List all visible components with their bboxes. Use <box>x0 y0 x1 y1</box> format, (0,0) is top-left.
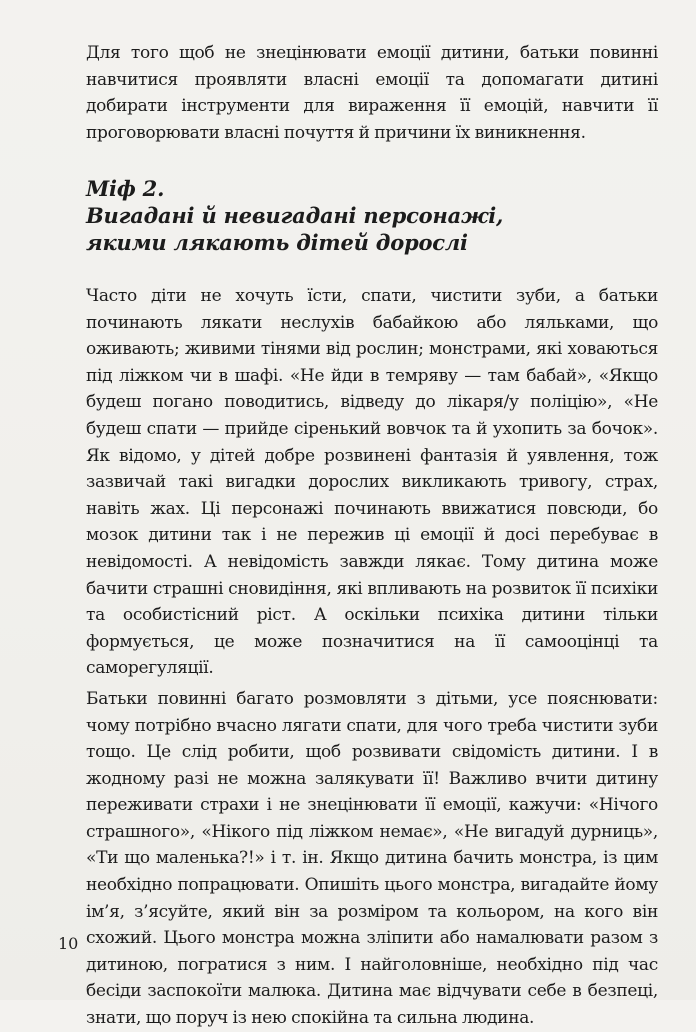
section-heading <box>86 175 658 256</box>
section-title-line1: Вигадані й невигадані персонажі, <box>86 203 504 228</box>
intro-block <box>86 40 658 146</box>
page-number: 10 <box>58 934 79 953</box>
section-title-line2: якими лякають дітей дорослі <box>86 230 468 255</box>
body-paragraph: Часто діти не хочуть їсти, спати, чистити зуби, а батьки починають лякати неслухів бабайкою або ляльками, що оживають; живими тінями від рослин; монстрами, які ховаються під ліжком чи в шафі. «Не йди в темряву — там бабай», «Якщо будеш погано поводитись, відведу до лікаря/у поліцію», «Не будеш спати — прийде сіренький вовчок та й ухопить за бочок». Як відомо, у дітей добре розвинені фантазія й уявлення, тож зазвичай такі вигадки дорослих викликають тривогу, страх, навіть жах. Ці персонажі починають ввижатися повсюди, бо мозок дитини так і не пережив ці емоції й досі перебуває в невідомості. А невідомість завжди лякає. Тому дитина може бачити страшні сновидіння, які впливають на розвиток її психіки та особистісний ріст. А оскільки психіка дитини тільки формується, це може позначитися на її самооцінці та саморегуляції. <box>86 286 658 679</box>
section-label: Міф 2. <box>86 176 165 201</box>
section-body <box>86 283 658 1032</box>
intro-paragraph: Для того щоб не знецінювати емоції дитини, батьки повинні навчитися проявляти власні емоції та допомагати дитині добирати інструменти для вираження її емоцій, навчити її проговорювати власні почуття й причини їх виникнення. <box>86 43 658 143</box>
body-paragraph: Батьки повинні багато розмовляти з дітьми, усе пояснювати: чому потрібно вчасно лягати спати, для чого треба чистити зуби тощо. Це слід робити, щоб розвивати свідомість дитини. І в жодному разі не можна залякувати її! Важливо вчити дитину переживати страхи і не знецінювати її емоції, кажучи: «Нічого страшного», «Нікого під ліжком немає», «Не вигадуй дурниць», «Ти що маленька?!» і т. ін. Якщо дитина бачить монстра, із цим необхідно попрацювати. Опишіть цього монстра, вигадайте йому ім’я, з’ясуйте, який він за розміром та кольором, на кого він схожий. Цього монстра можна зліпити або намалювати разом з дитиною, погратися з ним. І найголовніше, необхідно під час бесіди заспокоїти малюка. Дитина має відчувати себе в безпеці, знати, що поруч із нею спокійна та сильна людина. <box>86 688 658 1029</box>
